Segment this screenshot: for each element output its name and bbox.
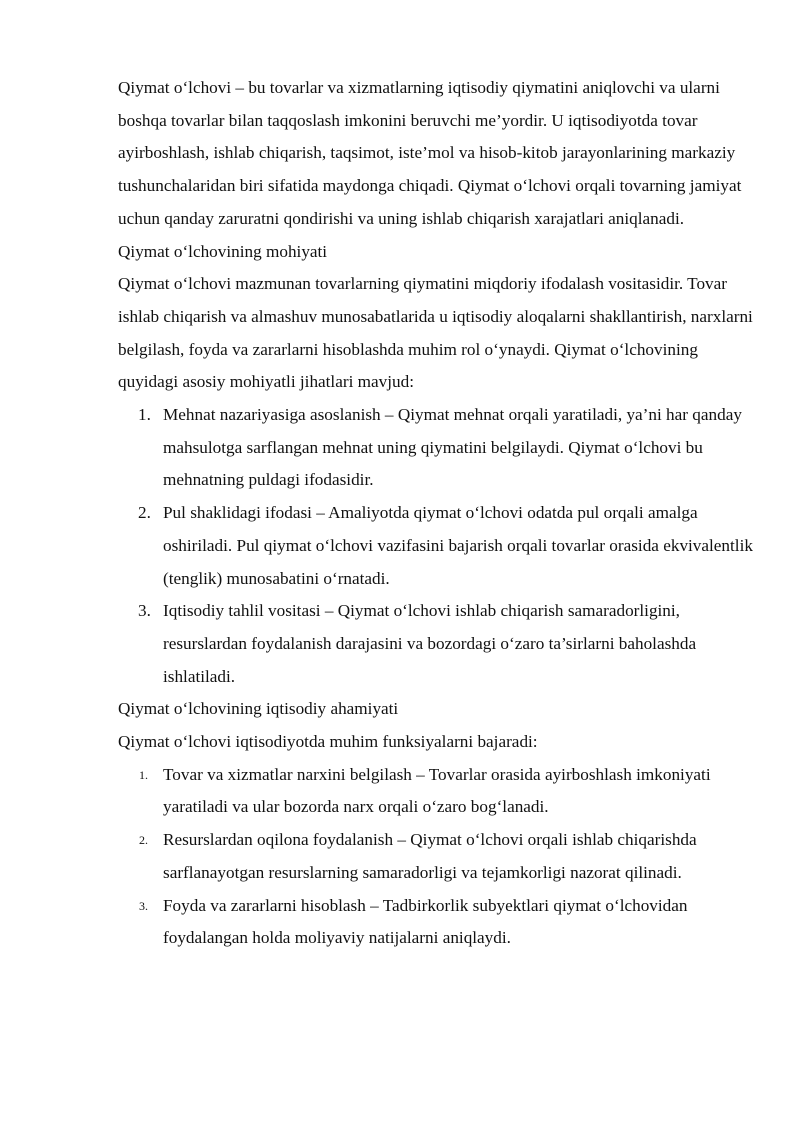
intro-paragraph: Qiymat o‘lchovi – bu tovarlar va xizmatlarning iqtisodiy qiymatini aniqlovchi va ularni boshqa tovarlar bilan taqqoslash imkonini beruvchi me’yordir. U iqtisodiyotda tovar ayirboshlash, ishlab chiqarish, taqsimot, iste’mol va hisob-kitob jarayonlarining markaziy tushunchalaridan biri sifatida maydonga chiqadi. Qiymat o‘lchovi orqali tovarning jamiyat uchun qanday zaruratni qondirishi va uning ishlab chiqarish xarajatlari aniqlanadi. <box>118 78 742 228</box>
list-item-number: 3. <box>138 601 151 621</box>
section-paragraph-essence: Qiymat o‘lchovi mazmunan tovarlarning qiymatini miqdoriy ifodalash vositasidir. Tovar ishlab chiqarish va almashuv munosabatlarida u iqtisodiy aloqalarni shakllantirish, narxlarni belgilash, foyda va zararlarni hisoblashda muhim rol o‘ynaydi. Qiymat o‘lchovining quyidagi asosiy mohiyatli jihatlari mavjud: <box>118 274 753 392</box>
section-heading-essence: Qiymat o‘lchovining mohiyati <box>118 241 328 261</box>
section-heading-importance: Qiymat o‘lchovining iqtisodiy ahamiyati <box>118 699 399 719</box>
list-item-number: 2. <box>139 833 148 848</box>
list-item <box>118 497 758 595</box>
list-item-number: 1. <box>138 405 151 425</box>
list-item-number: 1. <box>139 767 148 782</box>
list-item-text: Mehnat nazariyasiga asoslanish – Qiymat mehnat orqali yaratiladi, ya’ni har qanday mahsulotga sarflangan mehnat uning qiymatini belgilaydi. Qiymat o‘lchovi bu mehnatning puldagi ifodasidir. <box>163 405 742 490</box>
essence-list <box>118 399 758 693</box>
list-item-number: 2. <box>138 503 151 523</box>
list-item-text: Tovar va xizmatlar narxini belgilash – Tovarlar orasida ayirboshlash imkoniyati yaratiladi va ular bozorda narx orqali o‘zaro bog‘lanadi. <box>163 764 711 817</box>
list-item <box>118 824 758 889</box>
list-item <box>118 595 758 693</box>
list-item <box>118 890 758 955</box>
list-item <box>118 399 758 497</box>
section-paragraph-importance: Qiymat o‘lchovi iqtisodiyotda muhim funksiyalarni bajaradi: <box>118 732 538 752</box>
list-item-text: Pul shaklidagi ifodasi – Amaliyotda qiymat o‘lchovi odatda pul orqali amalga oshiriladi. Pul qiymat o‘lchovi vazifasini bajarish orqali tovarlar orasida ekvivalentlik (tenglik) munosabatini o‘rnatadi. <box>163 503 753 588</box>
list-item <box>118 759 758 824</box>
document-page <box>118 72 758 955</box>
list-item-text: Iqtisodiy tahlil vositasi – Qiymat o‘lchovi ishlab chiqarish samaradorligini, resurslardan foydalanish darajasini va bozordagi o‘zaro ta’sirlarni baholashda ishlatiladi. <box>163 601 697 686</box>
list-item-text: Foyda va zararlarni hisoblash – Tadbirkorlik subyektlari qiymat o‘lchovidan foydalangan holda moliyaviy natijalarni aniqlaydi. <box>163 895 688 948</box>
list-item-number: 3. <box>139 898 148 913</box>
list-item-text: Resurslardan oqilona foydalanish – Qiymat o‘lchovi orqali ishlab chiqarishda sarflanayotgan resurslarning samaradorligi va tejamkorligi nazorat qilinadi. <box>163 830 697 882</box>
importance-list <box>118 759 758 955</box>
